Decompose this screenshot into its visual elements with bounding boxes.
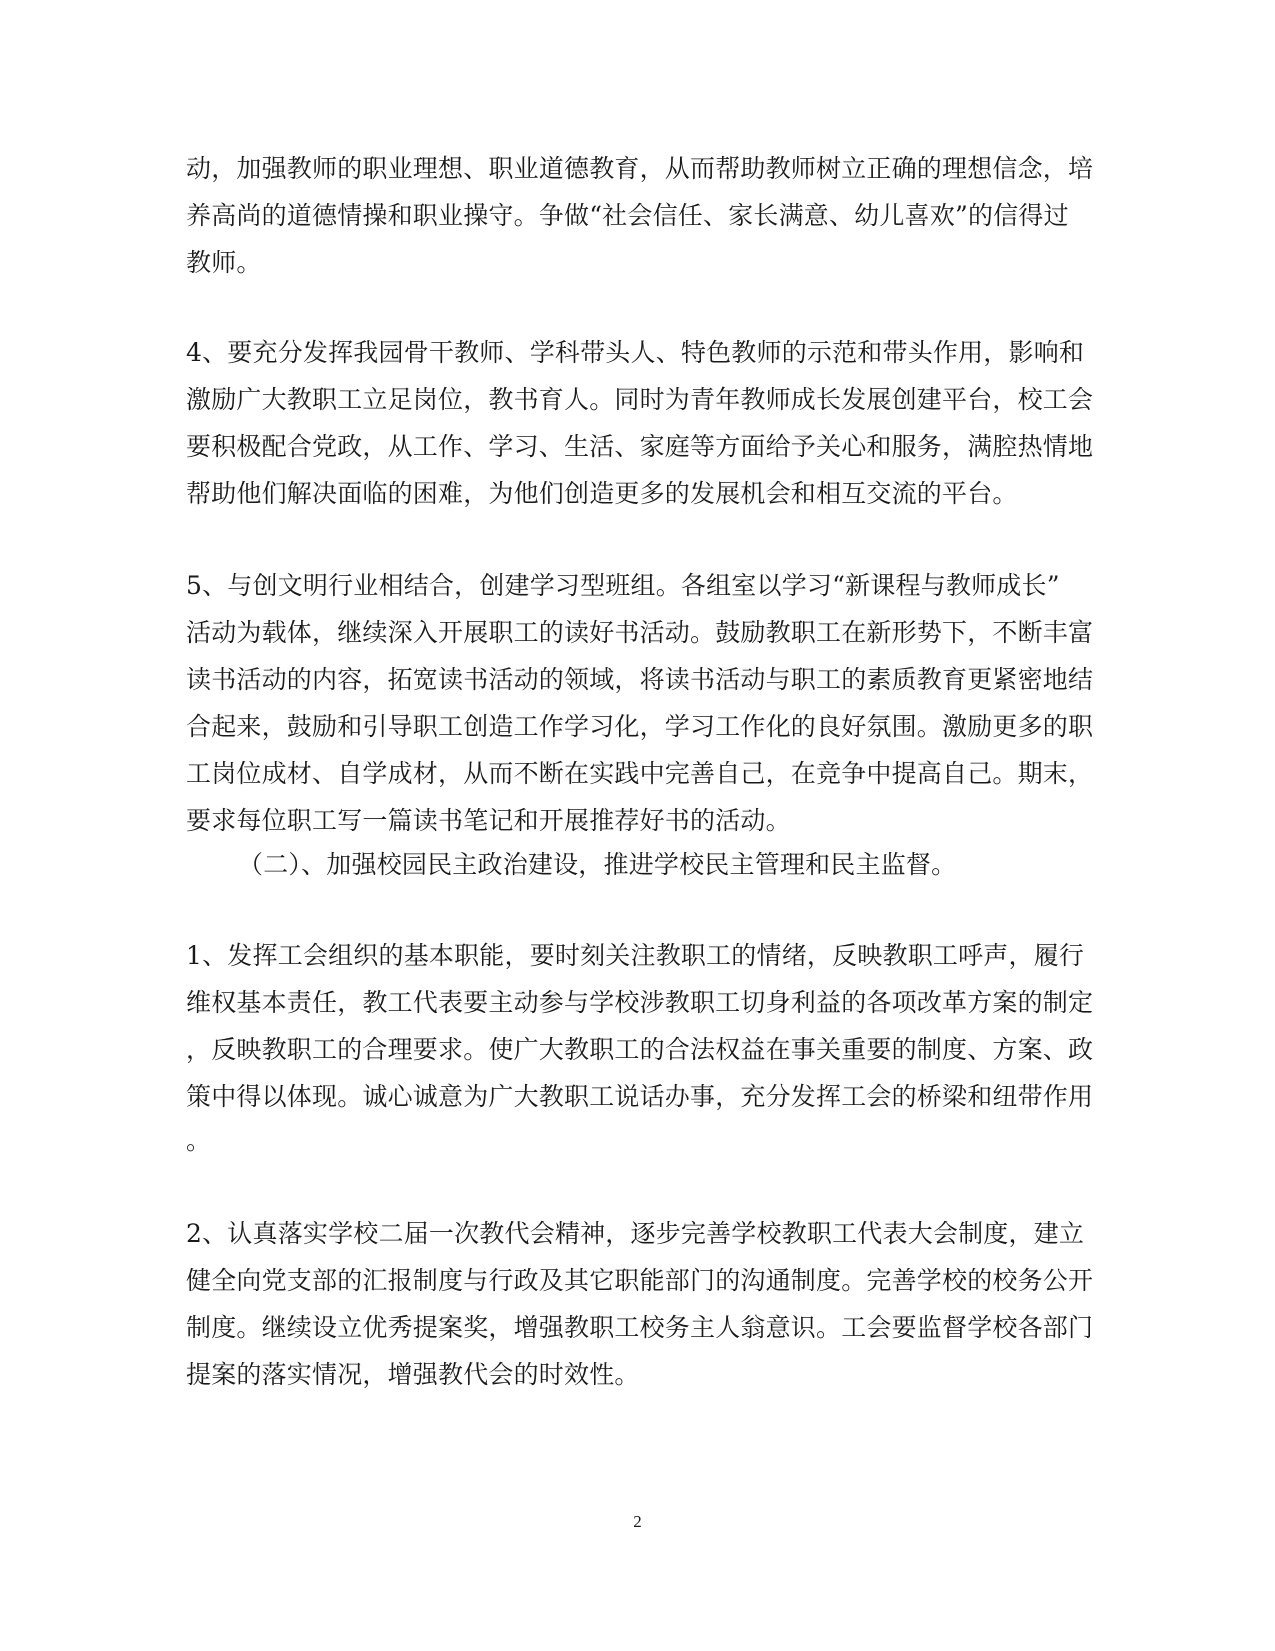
paragraph-line: 策中得以体现。诚心诚意为广大教职工说话办事，充分发挥工会的桥梁和纽带作用 [186, 1082, 1094, 1111]
paragraph-line: 2、认真落实学校二届一次教代会精神，逐步完善学校教职工代表大会制度，建立 [186, 1219, 1085, 1248]
paragraph-line: 维权基本责任，教工代表要主动参与学校涉教职工切身利益的各项改革方案的制定 [186, 988, 1094, 1017]
paragraph-line: ，反映教职工的合理要求。使广大教职工的合法权益在事关重要的制度、方案、政 [186, 1035, 1094, 1064]
paragraph-line: 。 [186, 1126, 212, 1155]
paragraph-line: 合起来，鼓励和引导职工创造工作学习化，学习工作化的良好氛围。激励更多的职 [186, 712, 1094, 741]
paragraph-line: 要积极配合党政，从工作、学习、生活、家庭等方面给予关心和服务，满腔热情地 [186, 432, 1094, 461]
section-heading: （二）、加强校园民主政治建设，推进学校民主管理和民主监督。 [238, 850, 957, 879]
paragraph-line: 工岗位成材、自学成材，从而不断在实践中完善自己，在竞争中提高自己。期末， [186, 759, 1094, 788]
paragraph-line: 动，加强教师的职业理想、职业道德教育，从而帮助教师树立正确的理想信念，培 [186, 154, 1094, 183]
paragraph-line: 提案的落实情况，增强教代会的时效性。 [186, 1360, 640, 1389]
paragraph-line: 5、与创文明行业相结合，创建学习型班组。各组室以学习“新课程与教师成长” [186, 571, 1060, 600]
paragraph-line: 教师。 [186, 248, 262, 277]
paragraph-line: 健全向党支部的汇报制度与行政及其它职能部门的沟通制度。完善学校的校务公开 [186, 1266, 1094, 1295]
page-number: 2 [633, 1512, 642, 1531]
paragraph-line: 4、要充分发挥我园骨干教师、学科带头人、特色教师的示范和带头作用，影响和 [186, 338, 1085, 367]
paragraph-line: 帮助他们解决面临的困难，为他们创造更多的发展机会和相互交流的平台。 [186, 479, 1018, 508]
paragraph-line: 1、发挥工会组织的基本职能，要时刻关注教职工的情绪，反映教职工呼声，履行 [186, 941, 1085, 970]
paragraph-line: 活动为载体，继续深入开展职工的读好书活动。鼓励教职工在新形势下，不断丰富 [186, 618, 1094, 647]
paragraph-line: 养高尚的道德情操和职业操守。争做“社会信任、家长满意、幼儿喜欢”的信得过 [186, 201, 1069, 230]
paragraph-line: 激励广大教职工立足岗位，教书育人。同时为青年教师成长发展创建平台，校工会 [186, 385, 1094, 414]
paragraph-line: 制度。继续设立优秀提案奖，增强教职工校务主人翁意识。工会要监督学校各部门 [186, 1313, 1094, 1342]
paragraph-line: 要求每位职工写一篇读书笔记和开展推荐好书的活动。 [186, 806, 791, 835]
paragraph-line: 读书活动的内容，拓宽读书活动的领域，将读书活动与职工的素质教育更紧密地结 [186, 665, 1094, 694]
